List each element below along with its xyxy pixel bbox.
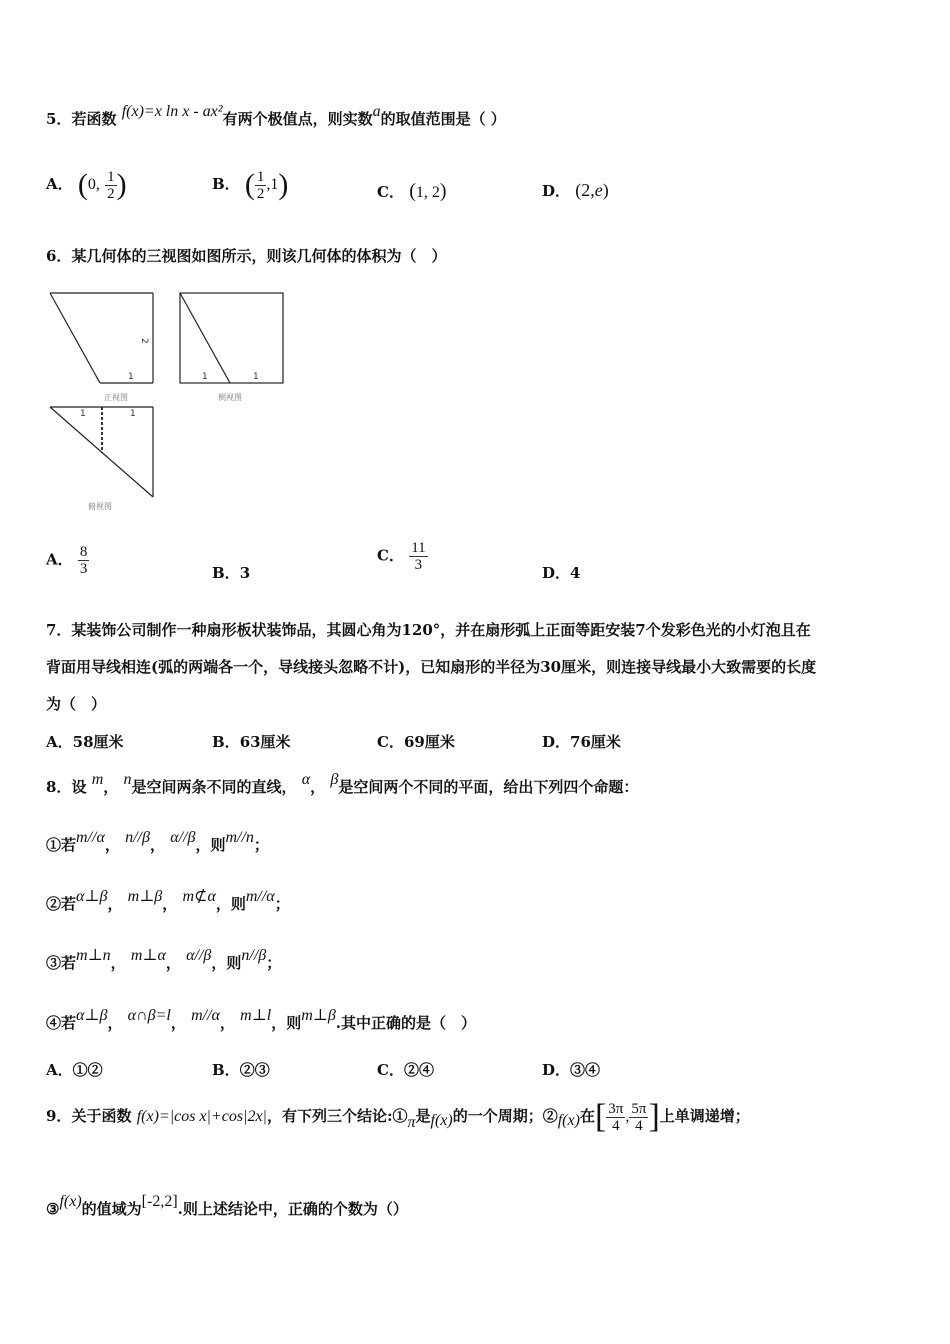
q5-stem: 5．若函数 f(x)=x ln x - ax²有两个极值点，则实数a的取值范围是（ ） <box>46 103 506 128</box>
q9-stem-line2: ③f(x)的值域为[-2,2].则上述结论中，正确的个数为（） <box>46 1193 408 1218</box>
front-caption: 正视图 <box>104 393 128 402</box>
q9-formula: f(x)=|cos x|+cos|2x| <box>136 1108 267 1125</box>
side-view <box>180 293 283 383</box>
q5-option-d[interactable]: D． (2,e) <box>542 180 609 200</box>
q6-option-a[interactable]: A． $\frac{8}{3}$ <box>46 544 88 577</box>
q8-option-d[interactable]: D．③④ <box>542 1061 601 1079</box>
side-label-right: 1 <box>253 372 259 382</box>
front-view <box>50 293 153 383</box>
q9-stem-line1: 9．关于函数 f(x)=|cos x|+cos|2x|，有下列三个结论:①π是f(x)的一个周期；②f(x)在[ $\frac{3\pi}{4}$ , $\frac{5\pi}{4}$ ]上单调递增； <box>46 1098 750 1135</box>
side-caption: 侧视图 <box>218 393 242 402</box>
top-label-left: 1 <box>80 409 86 419</box>
q7-option-d[interactable]: D．76厘米 <box>542 733 621 751</box>
q6-option-c[interactable]: C． $\frac{11}{3}$ <box>377 540 426 573</box>
front-label-2: 2 <box>139 338 149 344</box>
q8-proposition-4: ④若α⊥β， α∩β=l， m//α， m⊥l，则m⊥β.其中正确的是（ ） <box>46 1007 477 1032</box>
q6-stem: 6．某几何体的三视图如图所示，则该几何体的体积为（ ） <box>46 247 447 265</box>
q5-option-a[interactable]: A． (0, $\frac{1}{2}$ ) <box>46 168 127 202</box>
q5-option-c[interactable]: C． (1, 2) <box>377 180 447 202</box>
q6-option-d[interactable]: D．4 <box>542 564 581 582</box>
q7-option-b[interactable]: B．63厘米 <box>212 733 291 751</box>
q8-proposition-3: ③若m⊥n， m⊥α， α//β，则n//β； <box>46 947 282 972</box>
q7-option-c[interactable]: C．69厘米 <box>377 733 455 751</box>
q6-three-view-figure <box>40 285 300 515</box>
q7-option-a[interactable]: A．58厘米 <box>46 733 124 751</box>
q8-proposition-1: ①若m//α， n//β， α//β，则m//n； <box>46 829 269 854</box>
q5-option-b[interactable]: B． ( $\frac{1}{2}$ ,1) <box>212 168 289 202</box>
q6-option-b[interactable]: B．3 <box>212 564 251 582</box>
q8-option-c[interactable]: C．②④ <box>377 1061 434 1079</box>
top-label-right: 1 <box>130 409 136 419</box>
top-view <box>50 407 153 497</box>
q8-option-a[interactable]: A．①② <box>46 1061 103 1079</box>
front-label-1: 1 <box>128 372 134 382</box>
side-label-left: 1 <box>202 372 208 382</box>
q5-formula: f(x)=x ln x - ax² <box>121 103 223 120</box>
q8-option-b[interactable]: B．②③ <box>212 1061 270 1079</box>
top-caption: 俯视图 <box>88 502 112 511</box>
q8-proposition-2: ②若α⊥β， m⊥β， m⊄α，则m//α； <box>46 888 290 913</box>
q7-stem: 7．某装饰公司制作一种扇形板状装饰品，其圆心角为120°，并在扇形弧上正面等距安装7个发彩色光的小灯泡且在 背面用导线相连(弧的两端各一个，导线接头忽略不计)，已知扇形的半径为30厘米，则连接导线最小大致需要的长度 为（ ） <box>46 621 817 713</box>
q8-stem: 8．设 m， n是空间两条不同的直线， α， β是空间两个不同的平面，给出下列四个命题： <box>46 771 639 796</box>
